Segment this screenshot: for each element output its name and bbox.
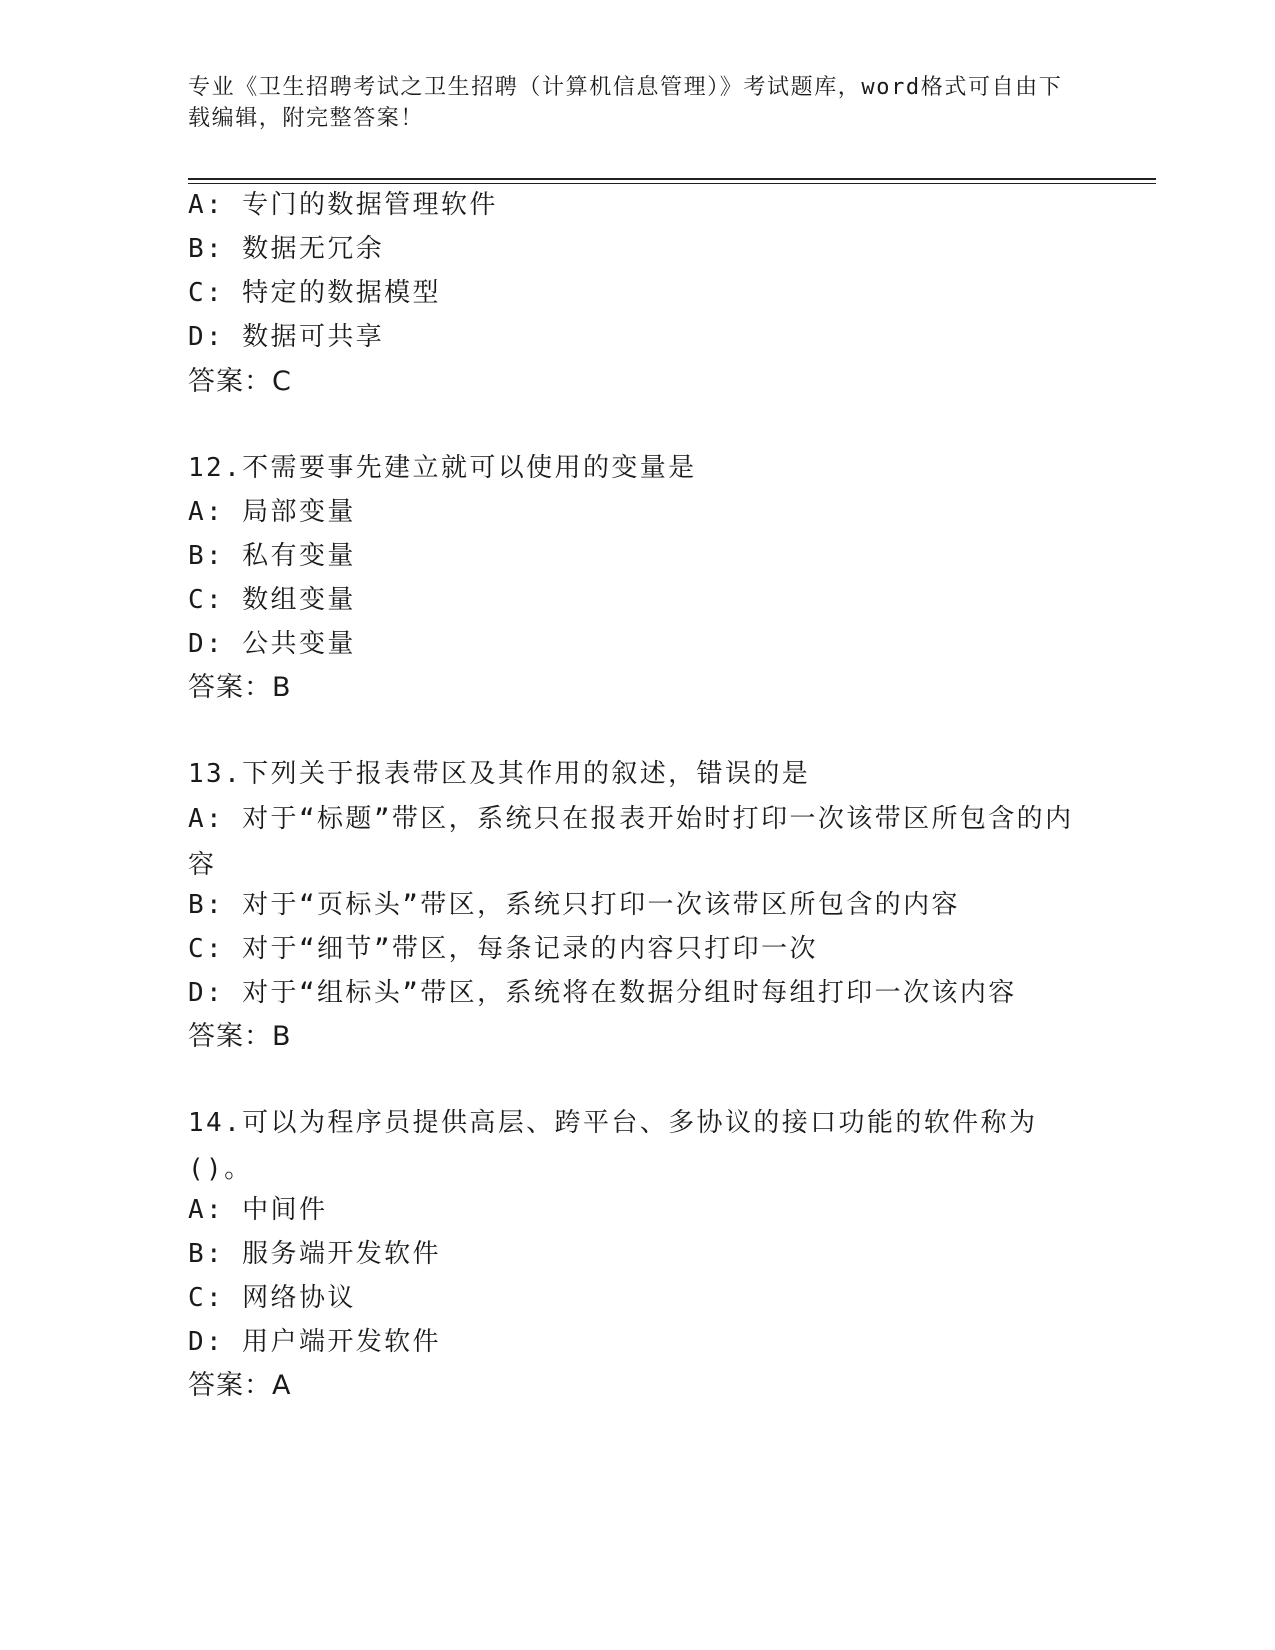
header-divider-thick (188, 178, 1156, 180)
q11-option-b: B: 数据无冗余 (188, 234, 385, 264)
q12-option-a: A: 局部变量 (188, 497, 356, 527)
q13-question: 13.下列关于报表带区及其作用的叙述，错误的是 (188, 759, 811, 789)
q11-option-d: D: 数据可共享 (188, 322, 385, 352)
q14-option-a: A: 中间件 (188, 1195, 328, 1225)
document-intro: 专业《卫生招聘考试之卫生招聘（计算机信息管理）》考试题库，word格式可自由下载编辑，附完整答案！ (188, 75, 1063, 131)
q14-question: 14.可以为程序员提供高层、跨平台、多协议的接口功能的软件称为()。 (188, 1108, 1038, 1184)
q14-answer: 答案：A (188, 1370, 292, 1401)
q12-answer: 答案：B (188, 672, 292, 703)
q11-answer: 答案：C (188, 366, 292, 397)
q12-option-c: C: 数组变量 (188, 585, 356, 615)
q14-option-b: B: 服务端开发软件 (188, 1239, 441, 1269)
q13-option-b: B: 对于“页标头”带区，系统只打印一次该带区所包含的内容 (188, 890, 960, 920)
q14-option-c: C: 网络协议 (188, 1283, 356, 1313)
q13-option-a: A: 对于“标题”带区，系统只在报表开始时打印一次该带区所包含的内容 (188, 804, 1074, 880)
q11-option-a: A: 专门的数据管理软件 (188, 190, 498, 220)
q13-answer: 答案：B (188, 1021, 292, 1052)
q12-option-d: D: 公共变量 (188, 629, 356, 659)
q14-option-d: D: 用户端开发软件 (188, 1327, 441, 1357)
q12-question: 12.不需要事先建立就可以使用的变量是 (188, 453, 697, 483)
q13-option-c: C: 对于“细节”带区，每条记录的内容只打印一次 (188, 934, 818, 964)
q11-option-c: C: 特定的数据模型 (188, 278, 441, 308)
q13-option-d: D: 对于“组标头”带区，系统将在数据分组时每组打印一次该内容 (188, 978, 1017, 1008)
q12-option-b: B: 私有变量 (188, 541, 356, 571)
header-divider-thin (188, 183, 1156, 184)
